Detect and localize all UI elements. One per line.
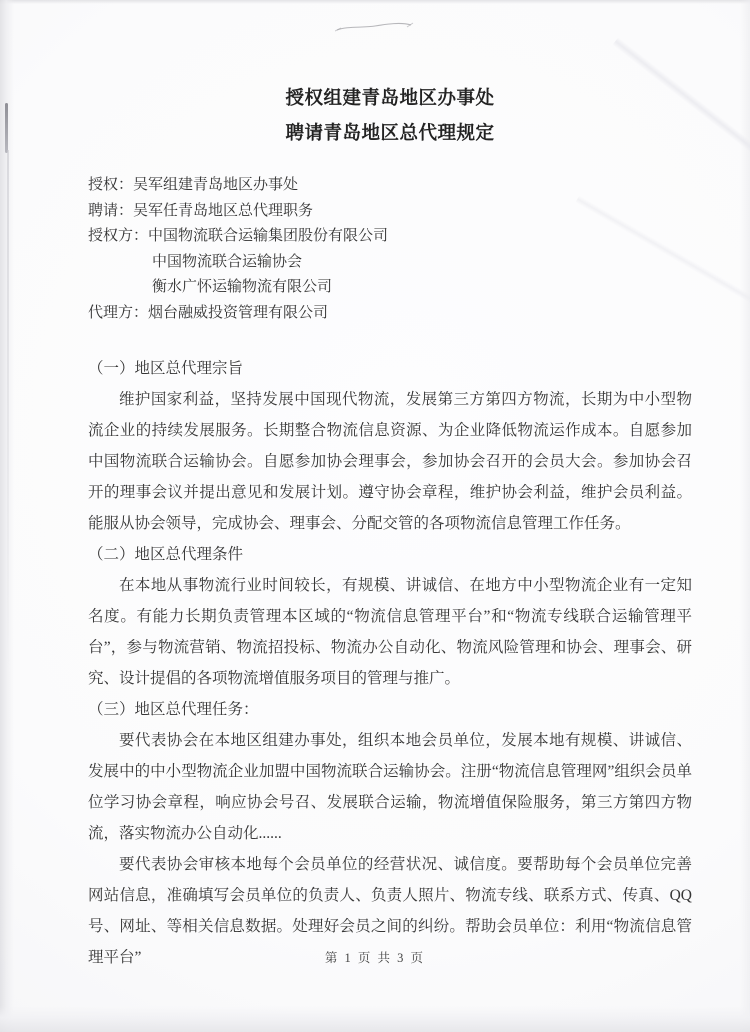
- section-2-paragraph-1: 在本地从事物流行业时间较长，有规模、讲诚信、在地方中小型物流企业有一定知名度。有能力长期负责管理本区域的“物流信息管理平台”和“物流专线联合运输管理平台”，参与物流营销、物流招投标、物流办公自动化、物流风险管理和协会、理事会、研究、设计提倡的各项物流增值服务项目的管理与推广。: [88, 576, 692, 687]
- parties-block: [88, 173, 692, 327]
- scan-shadow-bottom-edge: [0, 1006, 750, 1032]
- authorizer-line-3: 衡水广怀运输物流有限公司: [152, 279, 333, 296]
- title-line-1: 授权组建青岛地区办事处: [285, 89, 495, 109]
- document-content: [88, 0, 692, 973]
- scan-mark-left-dash: [5, 103, 8, 153]
- scan-shadow-right-edge: [740, 0, 750, 1032]
- title-line-2: 聘请青岛地区总代理规定: [285, 124, 495, 144]
- authorization-line: 授权：吴军组建青岛地区办事处: [88, 177, 299, 193]
- authorizer-line-2: 中国物流联合运输协会: [152, 253, 303, 270]
- scan-crease-left-line: [7, 150, 9, 670]
- agent-line: 代理方：烟台融威投资管理有限公司: [88, 304, 329, 321]
- section-1-paragraph-1: 维护国家利益，坚持发展中国现代物流，发展第三方第四方物流，长期为中小型物流企业的持续发展服务。长期整合物流信息资源、为企业降低物流运作成本。自愿参加中国物流联合运输协会。自愿参加协会理事会，参加协会召开的会员大会。参加协会召开的理事会议并提出意见和发展计划。遵守协会章程，维护协会利益，维护会员利益。能服从协会领导，完成协会、理事会、分配交管的各项物流信息管理工作任务。: [88, 390, 692, 532]
- section-tasks: [88, 694, 692, 973]
- page-number-footer: 第 1 页 共 3 页: [324, 951, 426, 965]
- section-3-paragraph-2: 要代表协会审核本地每个会员单位的经营状况、诚信度。要帮助每个会员单位完善网站信息，准确填写会员单位的负责人、负责人照片、物流专线、联系方式、传真、QQ 号、网址、等相关信息数据。处理好会员之间的纠纷。帮助会员单位：利用“物流信息管理平台”: [88, 855, 692, 966]
- scan-shadow-left-edge: [0, 0, 14, 1032]
- section-2-heading: （二）地区总代理条件: [88, 545, 244, 563]
- appointment-line: 聘请：吴军任青岛地区总代理职务: [88, 202, 314, 219]
- section-conditions: [88, 539, 692, 694]
- section-3-paragraph-1: 要代表协会在本地区组建办事处，组织本地会员单位，发展本地有规模、讲诚信、发展中的中小型物流企业加盟中国物流联合运输协会。注册“物流信息管理网”组织会员单位学习协会章程，响应协会号召、发展联合运输，物流增值保险服务，第三方第四方物流，落实物流办公自动化......: [88, 731, 692, 842]
- authorizer-line-1: 授权方：中国物流联合运输集团股份有限公司: [88, 228, 389, 245]
- section-purpose: [88, 353, 692, 539]
- section-3-heading: （三）地区总代理任务：: [88, 700, 259, 718]
- section-1-heading: （一）地区总代理宗旨: [88, 359, 244, 377]
- document-body: [88, 353, 692, 973]
- document-title: [88, 82, 692, 152]
